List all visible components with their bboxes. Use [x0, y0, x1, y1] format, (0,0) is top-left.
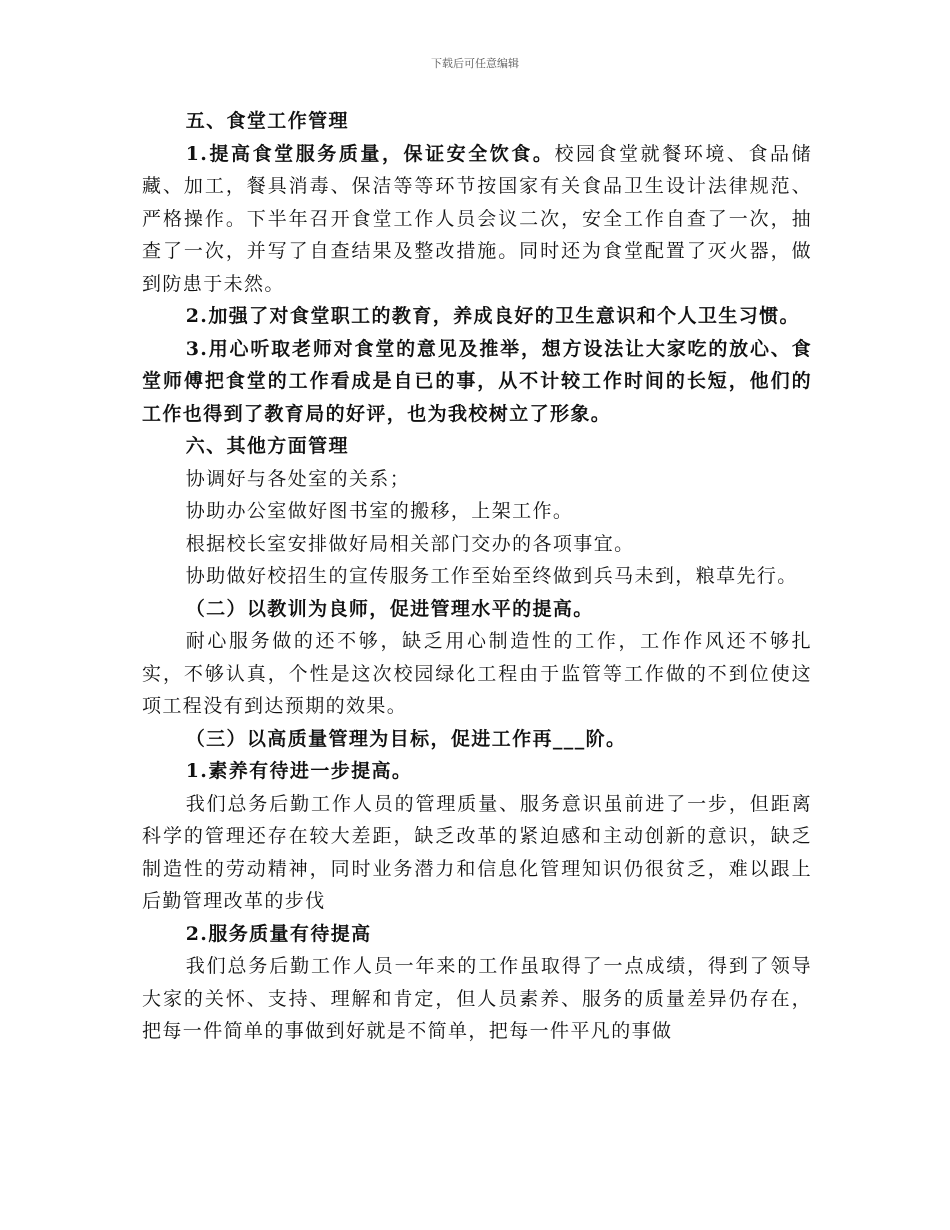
section-heading-canteen: 五、食堂工作管理 [185, 110, 349, 132]
section-heading-other: 六、其他方面管理 [185, 435, 349, 457]
paragraph-canteen-quality [142, 138, 812, 301]
paragraph-teacher-feedback: 3.用心听取老师对食堂的意见及推举，想方设法让大家吃的放心、食堂师傅把食堂的工作看成是自已的事，从不计较工作时间的长短，他们的工作也得到了教育局的好评，也为我校树立了形象。 [142, 337, 812, 425]
subheading-quality-improve: 1.素养有待进一步提高。 [185, 760, 413, 782]
paragraph-library: 协助办公室做好图书室的搬移，上架工作。 [185, 500, 574, 522]
paragraph-lead-bold: 1.提高食堂服务质量，保证安全饮食。 [185, 142, 555, 165]
paragraph-coordination: 协调好与各处室的关系； [185, 467, 411, 490]
paragraph-service-quality: 我们总务后勤工作人员一年来的工作虽取得了一点成绩，得到了领导大家的关怀、支持、理解和肯定，但人员素养、服务的质量差异仍存在，把每一件简单的事做到好就是不简单，把每一件平凡的事做 [142, 955, 812, 1042]
page-header-note: 下载后可任意编辑 [431, 57, 519, 70]
paragraph-principal-tasks: 根据校长室安排做好局相关部门交办的各项事宜。 [185, 532, 635, 555]
paragraph-enrollment: 协助做好校招生的宣传服务工作至始至终做到兵马未到，粮草先行。 [185, 565, 798, 587]
paragraph-staff-education: 2.加强了对食堂职工的教育，养成良好的卫生意识和个人卫生习惯。 [185, 305, 800, 327]
document-body [142, 105, 812, 1048]
paragraph-body: 校园食堂就餐环境、食品储藏、加工，餐具消毒、保洁等等环节按国家有关食品卫生设计法律规范、严格操作。下半年召开食堂工作人员会议二次，安全工作自查了一次，抽查了一次，并写了自查结果及整改措施。同时还为食堂配置了灭火器，做到防患于未然。 [142, 142, 812, 295]
paragraph-quality-improve: 我们总务后勤工作人员的管理质量、服务意识虽前进了一步，但距离科学的管理还存在较大差距，缺乏改革的紧迫感和主动创新的意识，缺乏制造性的劳动精神，同时业务潜力和信息化管理知识仍很贫乏，难以跟上后勤管理改革的步伐 [142, 792, 812, 912]
section-heading-goals: （三）以高质量管理为目标，促进工作再___阶。 [185, 727, 627, 750]
section-heading-lessons: （二）以教训为良师，促进管理水平的提高。 [185, 597, 594, 620]
paragraph-lessons: 耐心服务做的还不够，缺乏用心制造性的工作，工作作风还不够扎实，不够认真，个性是这次校园绿化工程由于监管等工作做的不到位使这项工程没有到达预期的效果。 [142, 630, 812, 717]
subheading-service-quality: 2.服务质量有待提高 [185, 922, 372, 945]
